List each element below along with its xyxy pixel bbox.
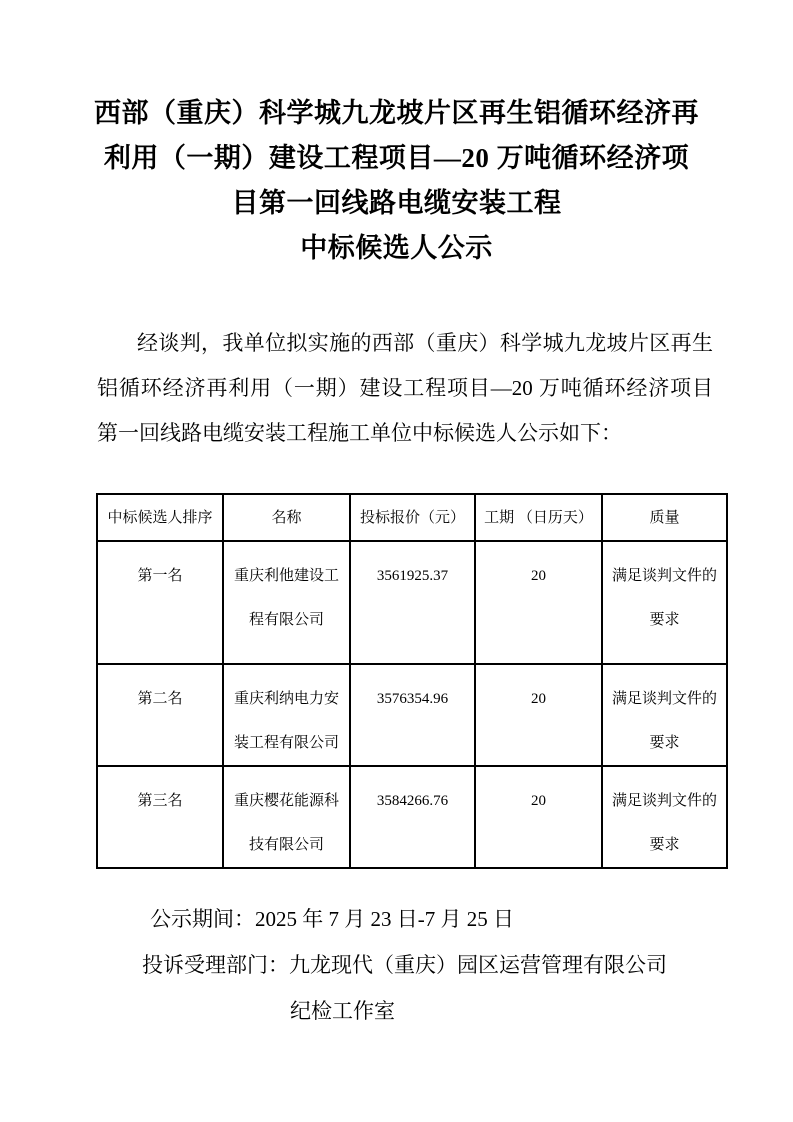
complaint-department-line: 投诉受理部门：九龙现代（重庆）园区运营管理有限公司	[142, 953, 667, 977]
document-footer	[97, 896, 737, 1034]
bid-price-cell: 3576354.96	[350, 664, 475, 766]
quality-cell: 满足谈判文件的要求	[602, 766, 727, 868]
body-paragraph	[97, 321, 713, 456]
rank-cell: 第三名	[97, 766, 223, 868]
table-row-third-place	[97, 766, 727, 868]
company-name-cell: 重庆利他建设工程有限公司	[223, 541, 350, 664]
publicity-period-line: 公示期间：2025 年 7 月 23 日-7 月 25 日	[150, 907, 514, 931]
company-name-cell: 重庆利纳电力安装工程有限公司	[223, 664, 350, 766]
header-quality: 质量	[602, 494, 727, 541]
bid-price-cell: 3584266.76	[350, 766, 475, 868]
rank-cell: 第一名	[97, 541, 223, 664]
title-line-1: 西部（重庆）科学城九龙坡片区再生铝循环经济再	[94, 98, 699, 128]
header-company-name: 名称	[223, 494, 350, 541]
table-row-first-place	[97, 541, 727, 664]
table-row-second-place	[97, 664, 727, 766]
paragraph-line: 铝循环经济再利用（一期）建设工程项目—20 万吨循环经济项目	[97, 376, 713, 400]
document-title	[0, 91, 793, 271]
title-line-3: 目第一回线路电缆安装工程	[231, 188, 562, 218]
quality-cell: 满足谈判文件的要求	[602, 664, 727, 766]
table-header-row	[97, 494, 727, 541]
bid-price-cell: 3561925.37	[350, 541, 475, 664]
rank-cell: 第二名	[97, 664, 223, 766]
paragraph-line: 第一回线路电缆安装工程施工单位中标候选人公示如下：	[97, 421, 622, 445]
duration-cell: 20	[475, 766, 602, 868]
title-line-4: 中标候选人公示	[300, 233, 493, 263]
quality-cell: 满足谈判文件的要求	[602, 541, 727, 664]
company-name-cell: 重庆樱花能源科技有限公司	[223, 766, 350, 868]
header-candidate-rank: 中标候选人排序	[97, 494, 223, 541]
title-line-2: 利用（一期）建设工程项目—20 万吨循环经济项	[103, 143, 690, 173]
bid-candidates-table	[96, 493, 728, 869]
header-bid-price: 投标报价（元）	[350, 494, 475, 541]
duration-cell: 20	[475, 664, 602, 766]
discipline-office-line: 纪检工作室	[290, 999, 395, 1023]
duration-cell: 20	[475, 541, 602, 664]
paragraph-line: 经谈判，我单位拟实施的西部（重庆）科学城九龙坡片区再生	[137, 331, 713, 355]
header-duration: 工期 （日历天）	[475, 494, 602, 541]
